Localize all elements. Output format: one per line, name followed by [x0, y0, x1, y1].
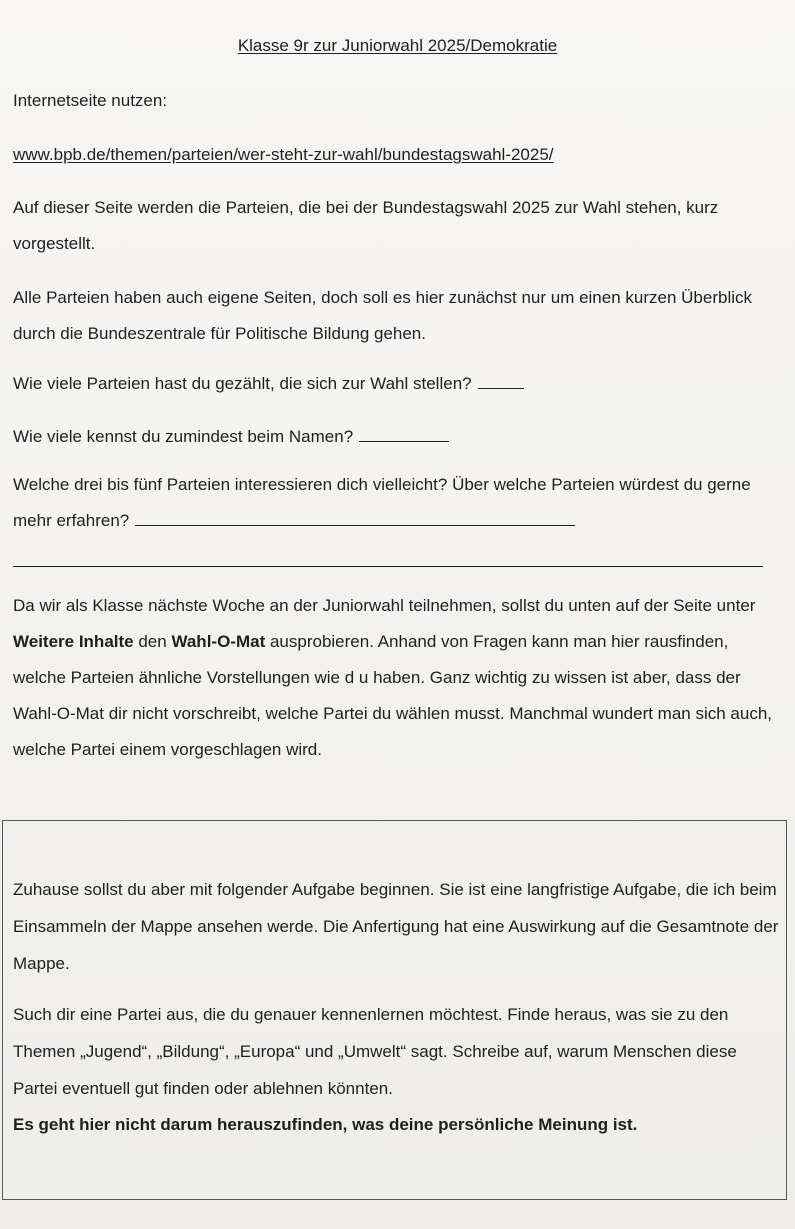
weitere-inhalte-bold: Weitere Inhalte — [13, 632, 134, 651]
question-known-parties — [13, 419, 773, 455]
question-known-parties-text: Wie viele kennst du zumindest beim Namen? — [13, 427, 354, 446]
wahl-o-mat-bold: Wahl-O-Mat — [171, 632, 266, 651]
question-party-count — [13, 366, 773, 402]
paragraph-parties-overview: Auf dieser Seite werden die Parteien, die bei der Bundestagswahl 2025 zur Wahl stehen, kurz vorgestellt. — [13, 198, 719, 253]
question-party-count-text: Wie viele Parteien hast du gezählt, die sich zur Wahl stellen? — [13, 374, 472, 393]
answer-line-extra[interactable] — [13, 566, 763, 567]
question-interesting-parties-text: Welche drei bis fünf Parteien interessieren dich vielleicht? Über welche Parteien würdest du gerne mehr erfahren? — [13, 475, 751, 530]
answer-blank-interesting-parties[interactable] — [135, 511, 575, 526]
homework-note: Es geht hier nicht darum herauszufinden, was deine persönliche Meinung ist. — [13, 1115, 638, 1134]
answer-blank-party-count[interactable] — [478, 374, 524, 389]
question-interesting-parties — [13, 467, 773, 539]
wahl-o-mat-text-part2: den — [133, 632, 172, 651]
homework-task-box — [2, 820, 787, 1200]
wahl-o-mat-text-part1: Da wir als Klasse nächste Woche an der Juniorwahl teilnehmen, sollst du unten auf der Seite unter — [13, 596, 756, 615]
homework-task: Such dir eine Partei aus, die du genauer kennenlernen möchtest. Finde heraus, was sie zu den Themen „Jugend“, „Bildung“, „Europa“ und „Umwelt“ sagt. Schreibe auf, warum Menschen diese Partei eventuell gut finden oder ablehnen könnten. — [13, 1005, 737, 1098]
paragraph-own-pages: Alle Parteien haben auch eigene Seiten, doch soll es hier zunächst nur um einen kurzen Überblick durch die Bundeszentrale für Politische Bildung gehen. — [13, 288, 753, 343]
intro-text: Internetseite nutzen: — [13, 91, 168, 110]
page-title: Klasse 9r zur Juniorwahl 2025/Demokratie — [237, 36, 558, 55]
wahl-o-mat-text-part3: ausprobieren. Anhand von Fragen kann man hier rausfinden, welche Parteien ähnliche Vorstellungen wie d u haben. Ganz wichtig zu wissen ist aber, dass der Wahl-O-Mat dir nicht vorschreibt, welche Partei du wählen musst. Manchmal wundert man sich auch, welche Partei einem vorgeschlagen wird. — [13, 632, 773, 759]
homework-intro: Zuhause sollst du aber mit folgender Aufgabe beginnen. Sie ist eine langfristige Aufgabe, die ich beim Einsammeln der Mappe ansehen werde. Die Anfertigung hat eine Auswirkung auf die Gesamtnote der Mappe. — [13, 880, 779, 973]
answer-blank-known-parties[interactable] — [359, 427, 449, 442]
paragraph-wahl-o-mat — [13, 588, 773, 768]
bpb-url-link[interactable]: www.bpb.de/themen/parteien/wer-steht-zur-wahl/bundestagswahl-2025/ — [13, 145, 554, 164]
